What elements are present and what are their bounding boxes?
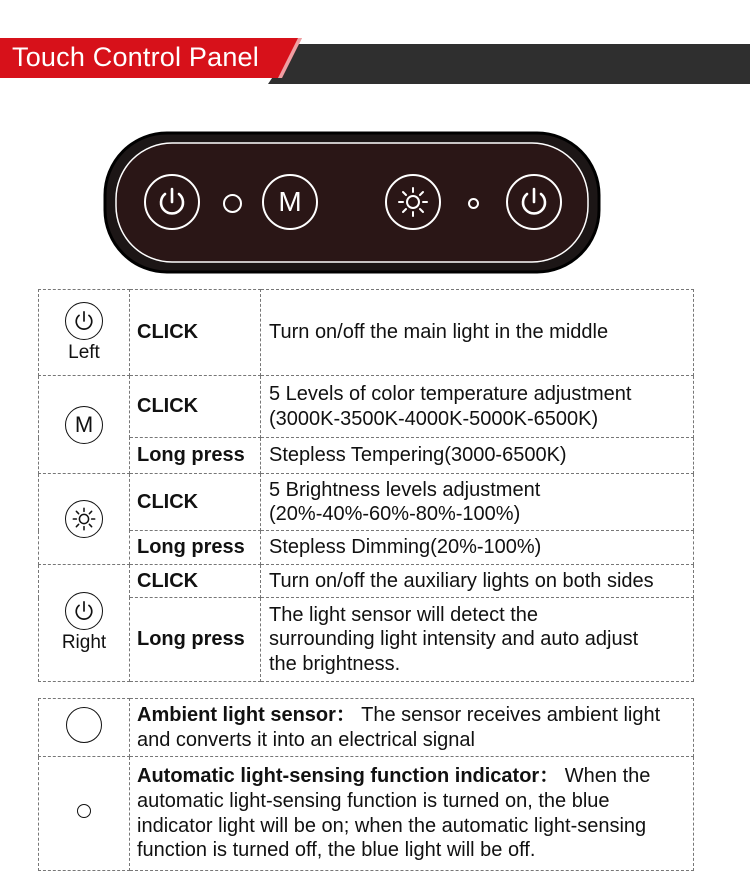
left-power-button[interactable] bbox=[144, 174, 200, 230]
ambient-sensor-cell bbox=[39, 699, 130, 757]
function-table bbox=[38, 289, 694, 682]
brightness-button-cell bbox=[39, 474, 130, 565]
action-description: Stepless Tempering(3000-6500K) bbox=[261, 438, 694, 474]
table-row bbox=[39, 438, 694, 474]
action-label: Long press bbox=[130, 438, 261, 474]
ambient-sensor-title: Ambient light sensor： bbox=[137, 703, 356, 726]
ambient-sensor-icon bbox=[66, 707, 102, 743]
mode-icon: M bbox=[278, 186, 302, 217]
table-row bbox=[39, 290, 694, 376]
action-description: Turn on/off the auxiliary lights on both sides bbox=[261, 565, 694, 598]
table-row bbox=[39, 757, 694, 871]
action-label: CLICK bbox=[130, 474, 261, 531]
action-label: CLICK bbox=[130, 376, 261, 438]
indicator-cell bbox=[39, 757, 130, 871]
table-row bbox=[39, 376, 694, 438]
right-power-button[interactable] bbox=[506, 174, 562, 230]
brightness-icon bbox=[65, 500, 103, 538]
table-row bbox=[39, 565, 694, 598]
action-description: Turn on/off the main light in the middle bbox=[261, 290, 694, 376]
ambient-sensor-dot bbox=[223, 194, 242, 213]
brightness-icon bbox=[396, 185, 430, 219]
action-description: 5 Levels of color temperature adjustment (3000K-3500K-4000K-5000K-6500K) bbox=[261, 376, 694, 438]
side-label-left: Left bbox=[68, 341, 100, 363]
table-row bbox=[39, 598, 694, 682]
mode-button[interactable] bbox=[262, 174, 318, 230]
action-label: CLICK bbox=[130, 290, 261, 376]
action-description: Stepless Dimming(20%-100%) bbox=[261, 531, 694, 565]
header-banner bbox=[0, 38, 750, 86]
page-title: Touch Control Panel bbox=[12, 42, 259, 72]
table-row bbox=[39, 474, 694, 531]
action-description: The light sensor will detect the surrounding light intensity and auto adjust the brightness. bbox=[261, 598, 694, 682]
indicator-description: Automatic light-sensing function indicator： When the automatic light-sensing function is turned on, the blue indicator light will be on; when the automatic light-sensing function is turned off, the blue light will be off. bbox=[130, 757, 694, 871]
action-description: 5 Brightness levels adjustment (20%-40%-60%-80%-100%) bbox=[261, 474, 694, 531]
action-label: Long press bbox=[130, 531, 261, 565]
power-icon bbox=[155, 185, 189, 219]
touch-panel-device bbox=[102, 130, 602, 275]
indicator-light-icon bbox=[77, 804, 91, 818]
table-row bbox=[39, 531, 694, 565]
action-label: Long press bbox=[130, 598, 261, 682]
action-label: CLICK bbox=[130, 565, 261, 598]
sensor-table bbox=[38, 698, 694, 871]
table-row bbox=[39, 699, 694, 757]
power-icon bbox=[65, 592, 103, 630]
mode-button-cell bbox=[39, 376, 130, 474]
ambient-sensor-description: Ambient light sensor： The sensor receives ambient light and converts it into an electrical signal bbox=[130, 699, 694, 757]
left-button-cell bbox=[39, 290, 130, 376]
power-icon bbox=[517, 185, 551, 219]
power-icon bbox=[65, 302, 103, 340]
side-label-right: Right bbox=[61, 632, 107, 653]
mode-icon: M bbox=[65, 406, 103, 444]
brightness-button[interactable] bbox=[385, 174, 441, 230]
right-button-cell bbox=[39, 565, 130, 682]
indicator-light-dot bbox=[468, 198, 479, 209]
indicator-title: Automatic light-sensing function indicator： bbox=[137, 764, 560, 787]
